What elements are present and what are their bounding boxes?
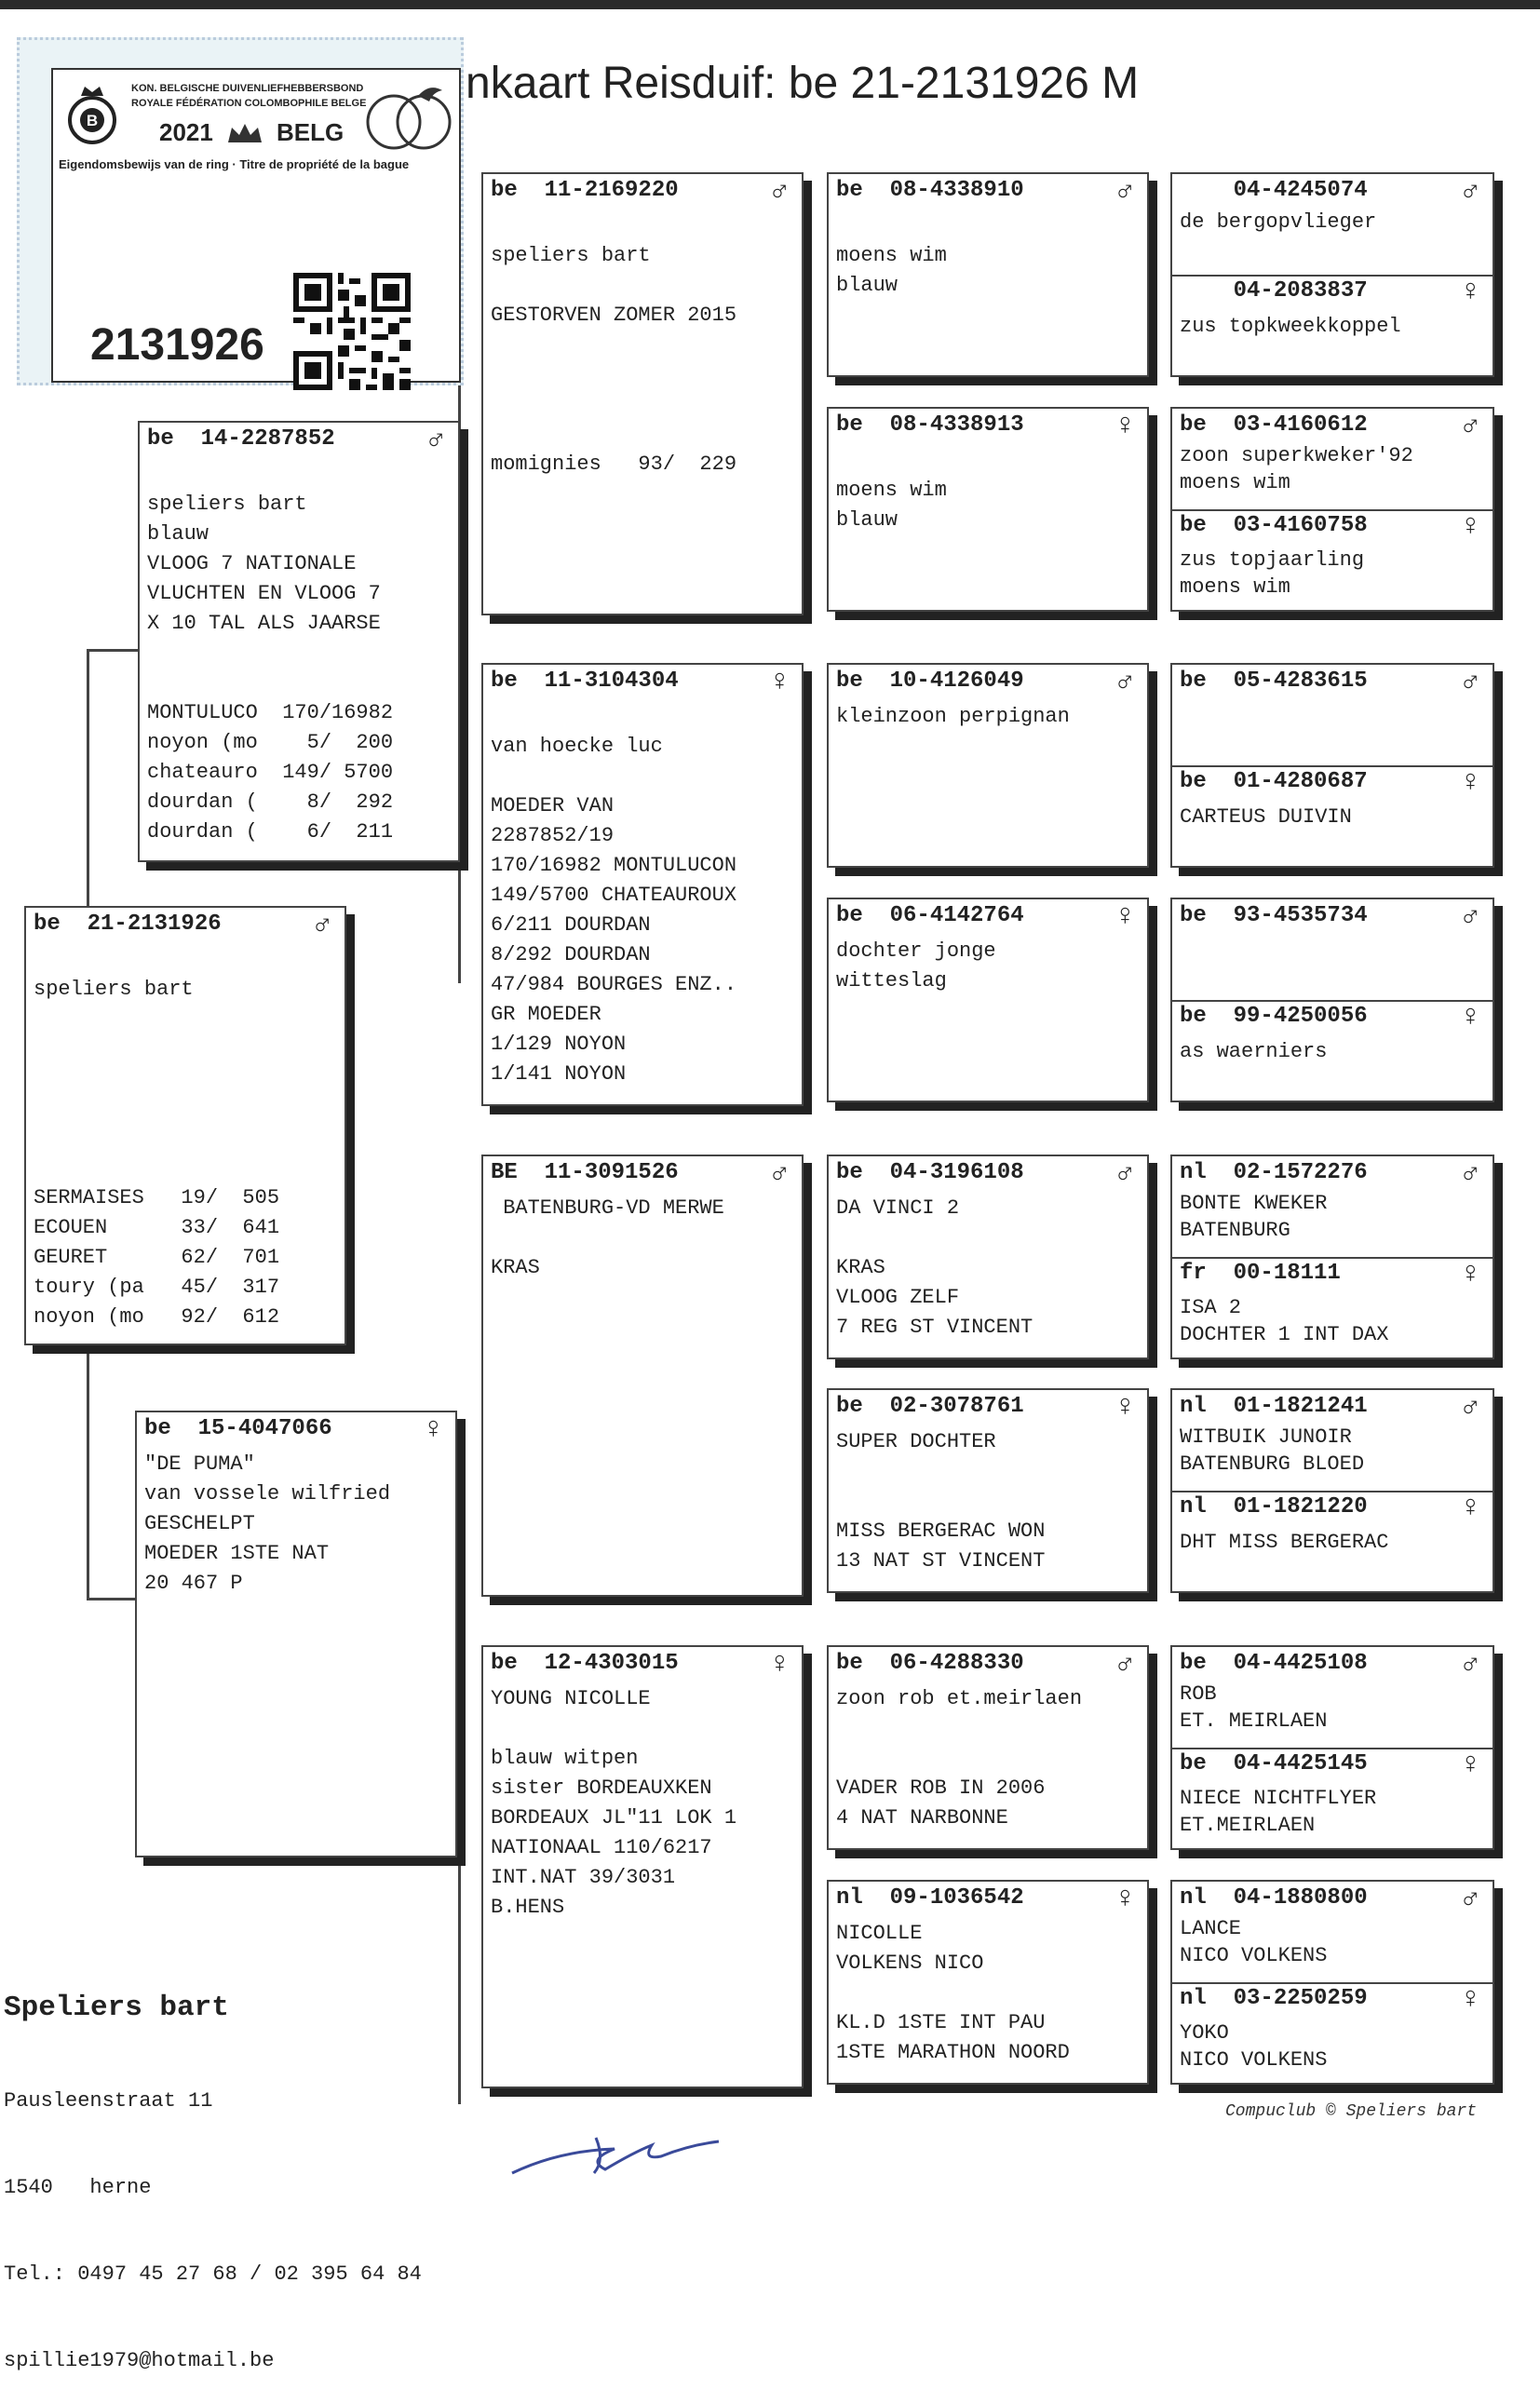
sex-symbol: ♂ <box>1461 1882 1479 1916</box>
pigeon-pair-box-3 <box>1170 663 1494 868</box>
sex-symbol: ♂ <box>426 423 445 457</box>
pigeon-details: speliers bart GESTORVEN ZOMER 2015 momignies 93/ 229 <box>491 244 737 476</box>
pigeon-details: NICOLLE VOLKENS NICO KL.D 1STE INT PAU 1STE MARATHON NOORD <box>836 1922 1070 2064</box>
sex-symbol: ♀ <box>1461 765 1479 800</box>
connector-line <box>804 819 807 1061</box>
connector-line <box>87 649 139 652</box>
pair-divider <box>1172 1748 1493 1749</box>
pigeon-card-ggp-6 <box>827 1388 1149 1593</box>
ring-number: 04-4245074 <box>1180 178 1368 203</box>
connector-line <box>87 1350 89 1600</box>
pigeon-details: zus topjaarling moens wim <box>1180 548 1365 599</box>
ring-number: be 08-4338910 <box>836 178 1024 203</box>
ring-number: be 06-4288330 <box>836 1651 1024 1676</box>
pigeon-details: WITBUIK JUNOIR BATENBURG BLOED <box>1180 1425 1365 1476</box>
ring-number: be 10-4126049 <box>836 669 1024 694</box>
pigeon-details: "DE PUMA" van vossele wilfried GESCHELPT MOEDER 1STE NAT 20 467 P <box>144 1452 391 1595</box>
ring-ownership-card <box>17 37 464 385</box>
kbdb-logo-icon <box>64 83 120 148</box>
pigeon-pair-box-7 <box>1170 1645 1494 1850</box>
sex-symbol: ♀ <box>1461 1982 1479 2017</box>
ring-number: nl 04-1880800 <box>1180 1885 1368 1911</box>
pigeon-card-subject <box>24 906 346 1345</box>
owner-phone: Tel.: 0497 45 27 68 / 02 395 64 84 <box>4 2262 422 2286</box>
ring-number: be 11-3104304 <box>491 669 679 694</box>
sex-symbol: ♀ <box>1461 1000 1479 1034</box>
ring-number: 04-2083837 <box>1180 278 1368 304</box>
signature-icon <box>503 2132 726 2176</box>
ring-number: be 03-4160758 <box>1180 513 1368 538</box>
sex-symbol: ♂ <box>1461 409 1479 443</box>
sex-symbol: ♂ <box>1461 1647 1479 1681</box>
connector-line <box>458 1425 461 2104</box>
pigeon-details: dochter jonge witteslag <box>836 939 996 993</box>
ring-number: nl 09-1036542 <box>836 1885 1024 1911</box>
connector-line <box>804 1331 807 1573</box>
pigeon-pair-box-2 <box>1170 407 1494 612</box>
sex-symbol: ♂ <box>1461 1156 1479 1191</box>
pigeon-details: NIECE NICHTFLYER ET.MEIRLAEN <box>1180 1787 1377 1837</box>
sex-symbol: ♂ <box>1115 665 1134 699</box>
fci-globe-logo-icon <box>362 79 455 154</box>
owner-name: Speliers bart <box>4 1992 229 2024</box>
pigeon-details: de bergopvlieger <box>1180 210 1377 234</box>
ring-number: be 01-4280687 <box>1180 769 1368 794</box>
pigeon-card-ggp-3 <box>827 663 1149 868</box>
pair-divider <box>1172 1257 1493 1259</box>
pigeon-card-maternal-grandfather <box>481 1155 804 1597</box>
connector-line <box>87 1598 139 1600</box>
pigeon-card-ggp-5 <box>827 1155 1149 1359</box>
page-title: nkaart Reisduif: be 21-2131926 M <box>466 59 1140 108</box>
pigeon-card-ggp-4 <box>827 898 1149 1102</box>
pigeon-details: YOKO NICO VOLKENS <box>1180 2021 1328 2072</box>
pair-divider <box>1172 275 1493 277</box>
sex-symbol: ♀ <box>770 665 789 699</box>
pigeon-details: BATENBURG-VD MERWE KRAS <box>491 1196 724 1279</box>
sex-symbol: ♀ <box>1115 899 1134 934</box>
ring-certificate <box>51 68 461 383</box>
ring-number: fr 00-18111 <box>1180 1261 1341 1286</box>
pigeon-pair-box-4 <box>1170 898 1494 1102</box>
owner-street: Pausleenstraat 11 <box>4 2089 213 2113</box>
sex-symbol: ♂ <box>1115 1156 1134 1191</box>
sex-symbol: ♂ <box>1461 899 1479 934</box>
owner-email: spillie1979@hotmail.be <box>4 2349 275 2372</box>
pigeon-card-mother <box>135 1411 457 1857</box>
pigeon-details: kleinzoon perpignan <box>836 705 1070 728</box>
pigeon-card-ggp-1 <box>827 172 1149 377</box>
ring-number: be 03-4160612 <box>1180 412 1368 438</box>
sex-symbol: ♂ <box>1115 1647 1134 1681</box>
pair-divider <box>1172 1000 1493 1002</box>
ring-number: nl 03-2250259 <box>1180 1986 1368 2011</box>
pigeon-details: zoon superkweker'92 moens wim <box>1180 444 1413 494</box>
sex-symbol: ♀ <box>1115 409 1134 443</box>
connector-line <box>804 304 807 546</box>
ring-number: be 93-4535734 <box>1180 903 1368 928</box>
sex-symbol: ♀ <box>1461 275 1479 309</box>
pigeon-card-paternal-grandmother <box>481 663 804 1106</box>
pair-divider <box>1172 509 1493 511</box>
federation-name-nl: KON. BELGISCHE DUIVENLIEFHEBBERSBOND <box>131 83 364 94</box>
pigeon-details: as waerniers <box>1180 1040 1328 1063</box>
pigeon-card-father <box>138 421 460 862</box>
ring-number: be 08-4338913 <box>836 412 1024 438</box>
ring-number: BE 11-3091526 <box>491 1160 679 1185</box>
pigeon-details: LANCE NICO VOLKENS <box>1180 1917 1328 1967</box>
pigeon-pair-box-6 <box>1170 1388 1494 1593</box>
ring-number: be 12-4303015 <box>491 1651 679 1676</box>
pigeon-card-paternal-grandfather <box>481 172 804 615</box>
sex-symbol: ♀ <box>1115 1882 1134 1916</box>
ring-number: nl 01-1821220 <box>1180 1494 1368 1519</box>
ring-number: be 04-4425145 <box>1180 1751 1368 1776</box>
sex-symbol: ♂ <box>770 1156 789 1191</box>
sex-symbol: ♀ <box>424 1412 442 1447</box>
ring-number: be 21-2131926 <box>34 912 222 937</box>
pigeon-details: ROB ET. MEIRLAEN <box>1180 1682 1328 1733</box>
pigeon-details: CARTEUS DUIVIN <box>1180 805 1352 829</box>
ring-number: be 14-2287852 <box>147 426 335 452</box>
pigeon-details: SUPER DOCHTER MISS BERGERAC WON 13 NAT ST VINCENT <box>836 1430 1046 1573</box>
ring-number: be 04-3196108 <box>836 1160 1024 1185</box>
pigeon-pair-box-1 <box>1170 172 1494 377</box>
sex-symbol: ♀ <box>1115 1390 1134 1425</box>
ring-number-large: 2131926 <box>90 320 264 370</box>
sex-symbol: ♂ <box>1461 174 1479 209</box>
sex-symbol: ♂ <box>1461 1390 1479 1425</box>
ring-number: nl 02-1572276 <box>1180 1160 1368 1185</box>
pair-divider <box>1172 765 1493 767</box>
crown-icon <box>224 122 265 146</box>
sex-symbol: ♀ <box>1461 1491 1479 1525</box>
svg-text:B: B <box>86 112 99 129</box>
footer-credit: Compuclub © Speliers bart <box>1225 2102 1478 2121</box>
sex-symbol: ♂ <box>313 908 331 942</box>
ring-country: BELG <box>277 118 344 146</box>
ring-year: 2021 <box>159 118 213 146</box>
pigeon-pair-box-8 <box>1170 1880 1494 2085</box>
qr-code-icon <box>293 273 411 390</box>
sex-symbol: ♀ <box>770 1647 789 1681</box>
pigeon-details: ISA 2 DOCHTER 1 INT DAX <box>1180 1296 1389 1346</box>
pigeon-details: DA VINCI 2 KRAS VLOOG ZELF 7 REG ST VINCENT <box>836 1196 1033 1339</box>
connector-line <box>87 649 89 910</box>
pigeon-details: moens wim blauw <box>836 244 947 297</box>
pair-divider <box>1172 1491 1493 1492</box>
pigeon-pair-box-5 <box>1170 1155 1494 1359</box>
pigeon-card-ggp-2 <box>827 407 1149 612</box>
pigeon-card-ggp-7 <box>827 1645 1149 1850</box>
sex-symbol: ♂ <box>1461 665 1479 699</box>
sex-symbol: ♂ <box>770 174 789 209</box>
ring-number: be 02-3078761 <box>836 1394 1024 1419</box>
ring-number: nl 01-1821241 <box>1180 1394 1368 1419</box>
pigeon-details: zoon rob et.meirlaen VADER ROB IN 2006 4 NAT NARBONNE <box>836 1687 1083 1830</box>
ring-number: be 15-4047066 <box>144 1416 332 1441</box>
pigeon-details: moens wim blauw <box>836 479 947 532</box>
ring-number: be 04-4425108 <box>1180 1651 1368 1676</box>
sex-symbol: ♂ <box>1115 174 1134 209</box>
owner-address-block <box>4 1930 422 2404</box>
sex-symbol: ♀ <box>1461 1748 1479 1782</box>
ring-number: be 99-4250056 <box>1180 1004 1368 1029</box>
pigeon-details: BONTE KWEKER BATENBURG <box>1180 1192 1328 1242</box>
scan-top-edge <box>0 0 1540 9</box>
pigeon-card-maternal-grandmother <box>481 1645 804 2088</box>
owner-city: 1540 herne <box>4 2176 152 2199</box>
ring-number: be 06-4142764 <box>836 903 1024 928</box>
pigeon-card-ggp-8 <box>827 1880 1149 2085</box>
pigeon-details: YOUNG NICOLLE blauw witpen sister BORDEAUXKEN BORDEAUX JL"11 LOK 1 NATIONAAL 110/6217 INT.NAT 39/3031 B.HENS <box>491 1687 737 1919</box>
ring-number: be 11-2169220 <box>491 178 679 203</box>
federation-name-fr: ROYALE FÉDÉRATION COLOMBOPHILE BELGE <box>131 98 367 109</box>
pigeon-details: DHT MISS BERGERAC <box>1180 1531 1389 1554</box>
ring-number: be 05-4283615 <box>1180 669 1368 694</box>
pair-divider <box>1172 1982 1493 1984</box>
sex-symbol: ♀ <box>1461 509 1479 544</box>
connector-line <box>804 1844 807 2086</box>
pigeon-details: speliers bart SERMAISES 19/ 505 ECOUEN 33/ 641 GEURET 62/ 701 toury (pa 45/ 317 noyon (mo 92/ 612 <box>34 978 280 1329</box>
pigeon-details: van hoecke luc MOEDER VAN 2287852/19 170/16982 MONTULUCON 149/5700 CHATEAUROUX 6/211 DOURDAN 8/292 DOURDAN 47/984 BOURGES ENZ.. GR MOEDER 1/129 NOYON 1/141 NOYON <box>491 735 737 1086</box>
pigeon-details: speliers bart blauw VLOOG 7 NATIONALE VLUCHTEN EN VLOOG 7 X 10 TAL ALS JAARSE MONTULUCO 170/16982 noyon (mo 5/ 200 chateauro 149/ 5700 dourdan ( 8/ 292 dourdan ( 6/ 211 <box>147 493 394 844</box>
certificate-caption: Eigendomsbewijs van de ring · Titre de propriété de la bague <box>59 157 410 171</box>
pigeon-details: zus topkweekkoppel <box>1180 315 1401 338</box>
sex-symbol: ♀ <box>1461 1257 1479 1291</box>
